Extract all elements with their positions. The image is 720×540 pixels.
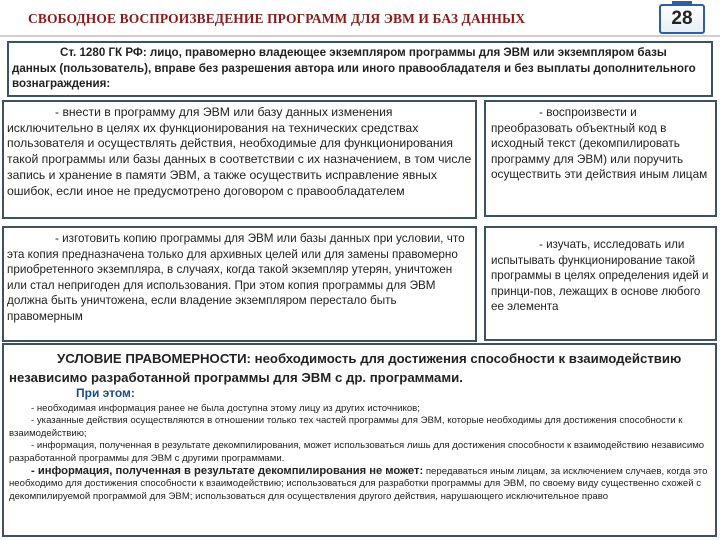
condition-heading bbox=[9, 350, 711, 387]
condition-list bbox=[9, 403, 713, 503]
right-decompile-text: - воспроизвести и преобразовать объектный код в исходный текст (декомпилировать программу для ЭВМ) или поручить осуществить эти действия иным лицам bbox=[491, 105, 708, 182]
intro-text: Ст. 1280 ГК РФ: лицо, правомерно владеющее экземпляром программы для ЭВМ или экземпляром базы данных (пользователь), вправе без разрешения автора или иного правообладателя и без выплаты дополнительного вознаграждения: bbox=[12, 46, 696, 90]
condition-item-decompile-limits: - информация, полученная в результате декомпилирования не может: передаваться иным лицам, за исключением случаев, когда это необходимо для достижения способности к взаимодействию; использоваться для разработки программы для ЭВМ, по своему виду существенно схожей с декомпилируемой программой для ЭВМ; использоваться для осуществления другого действия, нарушающего исключительное право bbox=[9, 465, 708, 502]
right-backup-text: - изготовить копию программы для ЭВМ или базы данных при условии, что эта копия предназначена только для архивных целей или для замены правомерно приобретенного экземпляра, в случаях, когда такой экземпляр утерян, уничтожен или стал непригоден для использования. При этом копия программы для ЭВМ должна быть уничтожена, если владение экземпляром перестало быть правомерным bbox=[7, 232, 465, 323]
title-divider bbox=[0, 35, 720, 37]
condition-item: - указанные действия осуществляются в отношении только тех частей программы для ЭВМ, которые необходимы для достижения способности к взаимодействию; bbox=[9, 415, 683, 439]
condition-item: - информация, полученная в результате декомпилирования, может использоваться лишь для достижения способности к взаимодействию независимо разработанной программы для ЭВМ с другими программами. bbox=[9, 440, 705, 464]
right-study-text: - изучать, исследовать или испытывать функционирование такой программы в целях определения идей и принци-пов, лежащих в основе любого ее элемента bbox=[491, 238, 709, 314]
page-number-badge: 28 bbox=[659, 4, 705, 34]
condition-text: необходимость для достижения способности к взаимодействию независимо разработанной программы для ЭВМ с др. программами. bbox=[9, 351, 682, 385]
condition-item: - необходимая информация ранее не была доступна этому лицу из других источников; bbox=[31, 403, 420, 414]
page-title: СВОБОДНОЕ ВОСПРОИЗВЕДЕНИЕ ПРОГРАММ ДЛЯ ЭВМ И БАЗ ДАННЫХ bbox=[28, 11, 526, 26]
condition-label: УСЛОВИЕ ПРАВОМЕРНОСТИ: bbox=[57, 351, 251, 366]
condition-subheading: При этом: bbox=[76, 386, 135, 400]
right-modify-text: - внести в программу для ЭВМ или базу данных изменения исключительно в целях их функционирования на технических средствах пользователя и осуществлять действия, необходимые для функционирования такой программы или базы данных в соответствии с их назначением, в том числе запись и хранение в памяти ЭВМ, а также осуществить исправление явных ошибок, если иное не предусмотрено договором с правообладателем bbox=[7, 105, 472, 198]
